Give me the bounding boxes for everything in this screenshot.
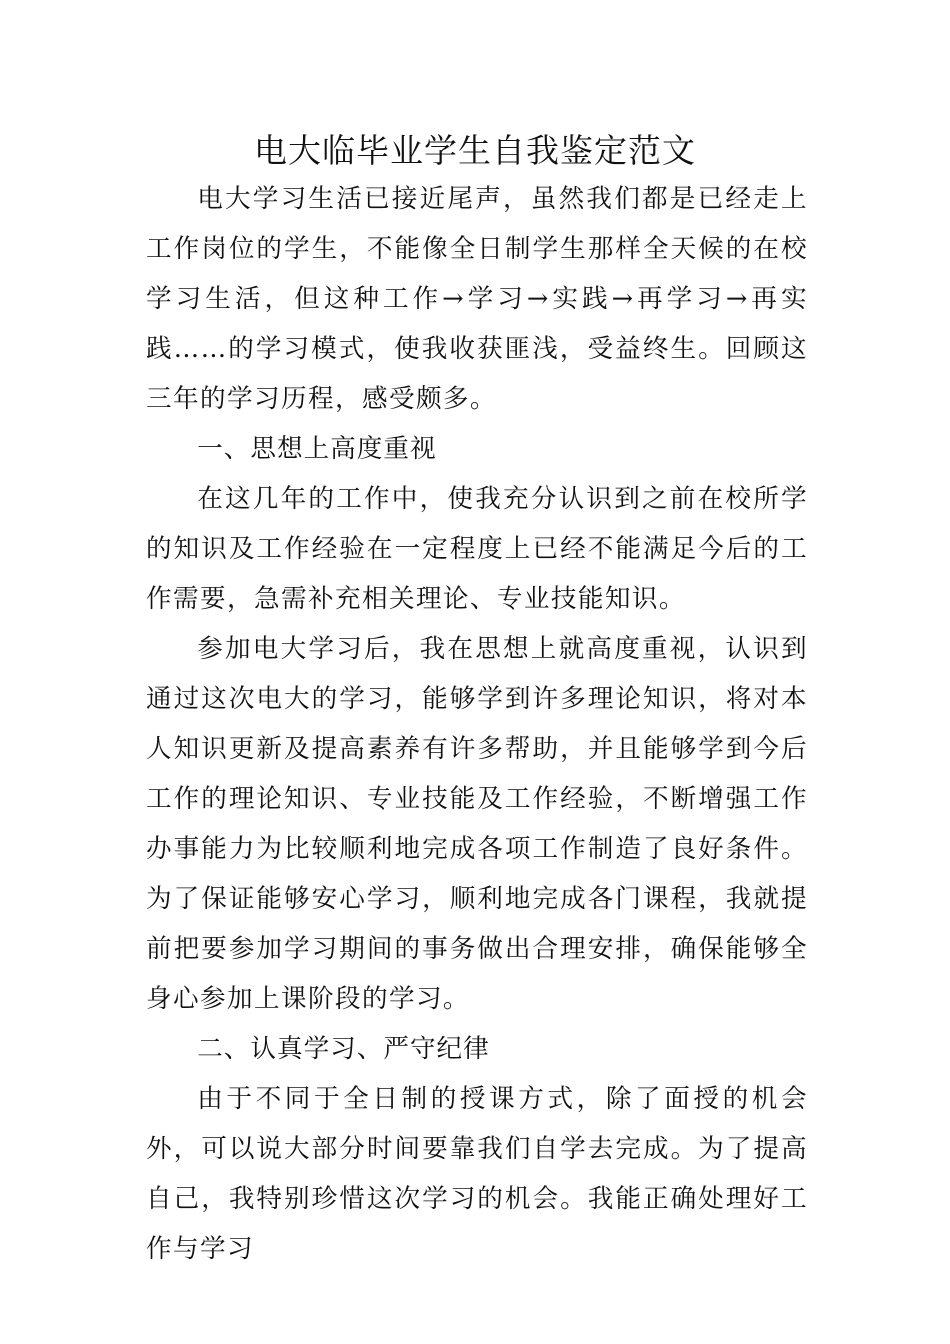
paragraph-section1-a: 在这几年的工作中，使我充分认识到之前在校所学的知识及工作经验在一定程度上已经不能满足今后的工作需要，急需补充相关理论、专业技能知识。	[146, 484, 808, 614]
section-heading-1: 一、思想上高度重视	[197, 434, 437, 464]
document-title: 电大临毕业学生自我鉴定范文	[254, 131, 696, 170]
document-body	[146, 174, 808, 1274]
section-heading-2: 二、认真学习、严守纪律	[197, 1034, 490, 1064]
paragraph-section1-b: 参加电大学习后，我在思想上就高度重视，认识到通过这次电大的学习，能够学到许多理论知识，将对本人知识更新及提高素养有许多帮助，并且能够学到今后工作的理论知识、专业技能及工作经验，不断增强工作办事能力为比较顺利地完成各项工作制造了良好条件。为了保证能够安心学习，顺利地完成各门课程，我就提前把要参加学习期间的事务做出合理安排，确保能够全身心参加上课阶段的学习。	[146, 634, 808, 1014]
paragraph-intro: 电大学习生活已接近尾声，虽然我们都是已经走上工作岗位的学生，不能像全日制学生那样全天候的在校学习生活，但这种工作→学习→实践→再学习→再实践……的学习模式，使我收获匪浅，受益终生。回顾这三年的学习历程，感受颇多。	[146, 184, 808, 414]
paragraph-section2-a: 由于不同于全日制的授课方式，除了面授的机会外，可以说大部分时间要靠我们自学去完成。为了提高自己，我特别珍惜这次学习的机会。我能正确处理好工作与学习	[146, 1084, 808, 1264]
